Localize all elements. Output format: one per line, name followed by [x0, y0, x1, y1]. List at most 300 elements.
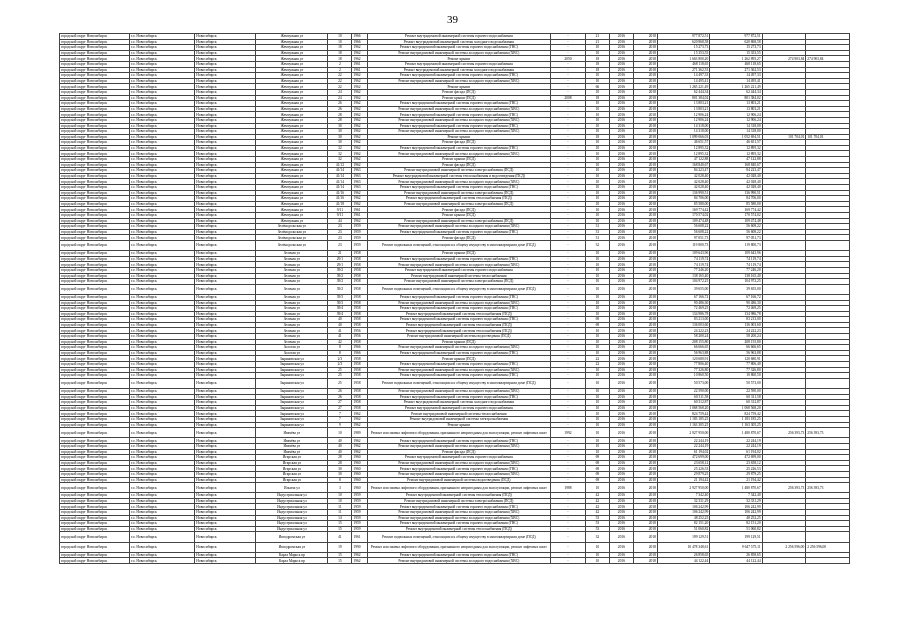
table-cell-district: городской округ Новосибирск — [60, 400, 130, 406]
table-cell-plan_year: 2018 — [633, 84, 657, 90]
table-cell-settlement: Новосибирск — [195, 56, 256, 62]
table-cell-cost: 56 963,88 — [657, 350, 709, 356]
table-cell-work_type: Ремонт крыши (ПСД) — [367, 339, 550, 345]
table-cell-street: Карла Маркса пр — [256, 552, 328, 558]
table-cell-municipality: г.о. Новосибирск — [129, 256, 194, 262]
table-cell-amount: - — [550, 73, 585, 79]
table-cell-district: городской округ Новосибирск — [60, 438, 130, 444]
table-cell-year: 1962 — [352, 552, 367, 558]
table-cell-house: 28 — [328, 112, 352, 118]
table-cell-cost_total: 56 608,22 — [710, 229, 762, 235]
table-cell-start_year: 2016 — [609, 416, 633, 422]
table-cell-cost_total: 22 244,19 — [710, 438, 762, 444]
table-cell-district: городской округ Новосибирск — [60, 196, 130, 202]
table-cell-municipality: г.о. Новосибирск — [129, 367, 194, 373]
table-cell-year: 1958 — [352, 273, 367, 279]
table-cell-street: Зыряновская ул — [256, 405, 328, 411]
table-cell-subsidy — [762, 558, 806, 564]
table-cell-street: Жемчужная ул — [256, 73, 328, 79]
table-cell-start_year: 2016 — [609, 162, 633, 168]
table-cell-start_year: 2016 — [609, 267, 633, 273]
table-cell-district: городской округ Новосибирск — [60, 224, 130, 230]
table-cell-start_year: 2016 — [609, 201, 633, 207]
table-cell-cost: 22 590,00 — [657, 389, 709, 395]
table-cell-cost_total: 13 803,21 — [710, 106, 762, 112]
table-cell-district: городской округ Новосибирск — [60, 428, 130, 438]
table-cell-plan_year: 2018 — [633, 311, 657, 317]
table-cell-settlement: Новосибирск — [195, 101, 256, 107]
table-cell-end_year: 31 — [585, 235, 609, 241]
table-cell-cost_total: 58 200,24 — [710, 334, 762, 340]
table-cell-municipality: г.о. Новосибирск — [129, 322, 194, 328]
table-cell-cost: 7 342,40 — [657, 493, 709, 499]
table-cell-street: Жемчужная ул — [256, 207, 328, 213]
table-cell-street: Зыряновская ул — [256, 362, 328, 368]
table-cell-settlement: Новосибирск — [195, 356, 256, 362]
table-cell-cost: 138 165,40 — [657, 273, 709, 279]
table-cell-start_year: 2016 — [609, 224, 633, 230]
table-cell-street: Зеленая ул — [256, 256, 328, 262]
table-cell-work_type: Ремонт внутридомовой инженерной системы теплоснабжения (ПСД) — [367, 322, 550, 328]
table-cell-street: Зыряновская ул — [256, 356, 328, 362]
table-cell-plan_year: 2018 — [633, 279, 657, 285]
table-cell-start_year: 2016 — [609, 61, 633, 67]
table-cell-start_year: 2016 — [609, 134, 633, 140]
table-cell-municipality: г.о. Новосибирск — [129, 67, 194, 73]
table-cell-work_type: Ремонт внутридомовой инженерной системы горячего водоснабжения — [367, 61, 550, 67]
table-cell-cost_total: 46 651,57 — [710, 140, 762, 146]
table-cell-municipality: г.о. Новосибирск — [129, 262, 194, 268]
table-cell-street: Зеленая ул — [256, 300, 328, 306]
table-cell-year: 1962 — [352, 422, 367, 428]
table-cell-house: 41 — [328, 334, 352, 340]
table-cell-settlement: Новосибирск — [195, 284, 256, 294]
table-cell-district: городской округ Новосибирск — [60, 201, 130, 207]
table-cell-start_year: 2016 — [609, 229, 633, 235]
table-cell-work_type: Ремонт внутридомовой инженерной системы холодного водоснабжения (ХВС) — [367, 262, 550, 268]
table-cell-cost_total: 14 318,00 — [710, 129, 762, 135]
table-cell-plan_year: 2018 — [633, 493, 657, 499]
table-cell-amount: - — [550, 112, 585, 118]
table-cell-end_year: 10 — [585, 267, 609, 273]
table-cell-cost: 134 986,78 — [657, 311, 709, 317]
table-cell-settlement: Новосибирск — [195, 300, 256, 306]
table-cell-end_year: 10 — [585, 117, 609, 123]
table-cell-year: 1961 — [352, 207, 367, 213]
table-cell-district: городской округ Новосибирск — [60, 300, 130, 306]
table-cell-street: Жемчужная ул — [256, 39, 328, 45]
table-cell-municipality: г.о. Новосибирск — [129, 471, 194, 477]
table-cell-amount: - — [550, 78, 585, 84]
table-cell-end_year: 18 — [585, 61, 609, 67]
table-cell-settlement: Новосибирск — [195, 151, 256, 157]
table-cell-start_year: 2016 — [609, 168, 633, 174]
table-cell-cost: 84 706,00 — [657, 196, 709, 202]
table-cell-year: 1962 — [352, 145, 367, 151]
table-cell-cost_total: 12 906,24 — [710, 117, 762, 123]
table-cell-work_type: Ремонт внутридомовой инженерной системы горячего водоснабжения (ГВС) — [367, 521, 550, 527]
table-cell-district: городской округ Новосибирск — [60, 279, 130, 285]
table-cell-cost: 472 699,00 — [657, 455, 709, 461]
table-cell-work_type: Ремонт подвальных помещений, относящихся к общему имуществу в многоквартирном доме (ПСД) — [367, 240, 550, 250]
table-cell-work_type: Ремонт внутридомовой инженерной системы горячего водоснабжения (ГВС) — [367, 45, 550, 51]
table-cell-amount: - — [550, 185, 585, 191]
table-cell-municipality: г.о. Новосибирск — [129, 168, 194, 174]
table-cell-cost_total: 170 574,02 — [710, 213, 762, 219]
table-cell-municipality: г.о. Новосибирск — [129, 521, 194, 527]
table-cell-municipality: г.о. Новосибирск — [129, 279, 194, 285]
table-cell-street: Зеленая ул — [256, 251, 328, 257]
table-cell-settlement: Новосибирск — [195, 552, 256, 558]
table-cell-amount: - — [550, 532, 585, 542]
table-cell-work_type: Ремонт внутридомовой инженерной системы горячего водоснабжения (ГВС) — [367, 123, 550, 129]
table-cell-end_year: 10 — [585, 378, 609, 388]
table-cell-district: городской округ Новосибирск — [60, 504, 130, 510]
table-cell-house: 3 — [328, 483, 352, 493]
table-cell-year: 1989 — [352, 428, 367, 438]
table-cell-work_type: Ремонт внутридомовой инженерной системы горячего водоснабжения — [367, 34, 550, 40]
table-cell-settlement: Новосибирск — [195, 50, 256, 56]
table-cell-house: 9 — [328, 422, 352, 428]
table-cell-plan_year: 2018 — [633, 235, 657, 241]
table-cell-end_year: 10 — [585, 190, 609, 196]
table-cell-municipality: г.о. Новосибирск — [129, 185, 194, 191]
table-cell-house: 15 — [328, 552, 352, 558]
table-cell-settlement: Новосибирск — [195, 483, 256, 493]
table-cell-amount: - — [550, 471, 585, 477]
table-cell-plan_year: 2018 — [633, 284, 657, 294]
table-cell-year: 1958 — [352, 405, 367, 411]
table-cell-start_year: 2016 — [609, 101, 633, 107]
table-cell-street: Зеленая ул — [256, 294, 328, 300]
table-cell-cost_total: 56 608,22 — [710, 224, 762, 230]
table-cell-work_type: Ремонт внутридомовой инженерной системы холодного водоснабжения — [367, 400, 550, 406]
table-cell-district: городской округ Новосибирск — [60, 34, 130, 40]
table-cell-settlement: Новосибирск — [195, 34, 256, 40]
table-cell-start_year: 2016 — [609, 185, 633, 191]
table-cell-house: 29/1 — [328, 256, 352, 262]
table-cell-end_year: 10 — [585, 311, 609, 317]
table-cell-end_year: 53 — [585, 515, 609, 521]
table-cell-end_year: 42 — [585, 498, 609, 504]
table-cell-street: Зыряновская ул — [256, 416, 328, 422]
table-cell-cost_total: 77 326,80 — [710, 367, 762, 373]
table-cell-settlement: Новосибирск — [195, 240, 256, 250]
table-row — [60, 542, 850, 552]
table-cell-cost: 22 244,19 — [657, 443, 709, 449]
table-cell-year: 1958 — [352, 322, 367, 328]
table-cell-year: 1966 — [352, 345, 367, 351]
table-cell-plan_year: 2018 — [633, 140, 657, 146]
table-cell-settlement: Новосибирск — [195, 345, 256, 351]
table-cell-municipality: г.о. Новосибирск — [129, 190, 194, 196]
table-cell-work_type: Ремонт внутридомовой инженерной системы холодного водоснабжения (ХВС) — [367, 117, 550, 123]
table-cell-cost_total: 97 051,73 — [710, 235, 762, 241]
table-cell-cost: 77 246,20 — [657, 267, 709, 273]
table-cell-work_type: Ремонт фасада (ПСД) — [367, 235, 550, 241]
table-cell-plan_year: 2018 — [633, 416, 657, 422]
table-cell-end_year: 10 — [585, 443, 609, 449]
table-cell-work_type: Ремонт фасада (ПСД) — [367, 89, 550, 95]
table-cell-cost_total: 21 194,42 — [710, 477, 762, 483]
table-cell-amount: - — [550, 140, 585, 146]
table-cell-settlement: Новосибирск — [195, 224, 256, 230]
table-cell-plan_year: 2018 — [633, 449, 657, 455]
table-cell-cost_total: 13 803,21 — [710, 101, 762, 107]
table-cell-end_year: 10 — [585, 273, 609, 279]
table-cell-cost: 25 226,53 — [657, 466, 709, 472]
table-cell-plan_year: 2018 — [633, 123, 657, 129]
table-cell-end_year: 10 — [585, 162, 609, 168]
table-cell-plan_year: 2018 — [633, 317, 657, 323]
table-cell-cost_total: 77 806,40 — [710, 362, 762, 368]
table-cell-plan_year: 2018 — [633, 240, 657, 250]
table-cell-year: 1962 — [352, 196, 367, 202]
table-cell-cost_total: 10 860,50 — [710, 373, 762, 379]
table-cell-house: 32 — [328, 151, 352, 157]
table-cell-start_year: 2016 — [609, 443, 633, 449]
table-cell-work_type: Ремонт внутридомовой инженерной системы горячего водоснабжения — [367, 455, 550, 461]
table-cell-amount: - — [550, 190, 585, 196]
table-cell-cost_total: 23 658,12 — [710, 460, 762, 466]
table-cell-amount: - — [550, 515, 585, 521]
table-cell-cost_total: 468 118,65 — [710, 61, 762, 67]
table-cell-settlement: Новосибирск — [195, 157, 256, 163]
table-cell-end_year: 10 — [585, 185, 609, 191]
table-cell-house: 2/3 — [328, 356, 352, 362]
table-cell-street: Жемчужная ул — [256, 106, 328, 112]
table-cell-end_year: 10 — [585, 201, 609, 207]
table-cell-district: городской округ Новосибирск — [60, 306, 130, 312]
table-cell-municipality: г.о. Новосибирск — [129, 123, 194, 129]
table-cell-house: 9/11 — [328, 213, 352, 219]
table-cell-cost_total: 22 590,00 — [710, 389, 762, 395]
table-cell-street: Ипподромская ул — [256, 532, 328, 542]
table-cell-street: Жемчужная ул — [256, 78, 328, 84]
table-cell-plan_year: 2018 — [633, 322, 657, 328]
table-cell-amount: - — [550, 134, 585, 140]
table-cell-municipality: г.о. Новосибирск — [129, 207, 194, 213]
table-cell-settlement: Новосибирск — [195, 455, 256, 461]
table-cell-year: 1962 — [352, 95, 367, 101]
table-cell-year: 1960 — [352, 460, 367, 466]
table-cell-settlement: Новосибирск — [195, 443, 256, 449]
table-cell-subsidy — [762, 240, 806, 250]
table-cell-cost_total: 138 165,40 — [710, 273, 762, 279]
table-cell-plan_year: 2018 — [633, 471, 657, 477]
table-cell-municipality: г.о. Новосибирск — [129, 240, 194, 250]
table-cell-district: городской округ Новосибирск — [60, 411, 130, 417]
table-cell-start_year: 2016 — [609, 207, 633, 213]
table-cell-settlement: Новосибирск — [195, 251, 256, 257]
table-cell-end_year: 10 — [585, 306, 609, 312]
table-cell-year: 1959 — [352, 510, 367, 516]
table-cell-end_year: 31 — [585, 229, 609, 235]
table-cell-plan_year: 2018 — [633, 224, 657, 230]
table-cell-house: 21 — [328, 251, 352, 257]
table-cell-street: Зелёнодольская ул — [256, 240, 328, 250]
table-cell-work_type: Ремонт внутридомовой инженерной системы горячего водоснабжения (ГВС) — [367, 101, 550, 107]
table-cell-municipality: г.о. Новосибирск — [129, 224, 194, 230]
table-cell-end_year: 10 — [585, 168, 609, 174]
table-cell-end_year: 10 — [585, 179, 609, 185]
table-cell-end_year: 10 — [585, 416, 609, 422]
table-cell-amount: - — [550, 224, 585, 230]
table-cell-district: городской округ Новосибирск — [60, 471, 130, 477]
table-cell-cost: 1 068 568,20 — [657, 405, 709, 411]
table-cell-house: 41 — [328, 532, 352, 542]
table-cell-municipality: г.о. Новосибирск — [129, 466, 194, 472]
table-cell-subsidy: 256 393,73 — [762, 428, 806, 438]
table-cell-cost: 62 444,34 — [657, 89, 709, 95]
table-cell-amount: - — [550, 235, 585, 241]
table-cell-municipality: г.о. Новосибирск — [129, 405, 194, 411]
table-cell-settlement: Новосибирск — [195, 134, 256, 140]
table-cell-street: Жемчужная ул — [256, 34, 328, 40]
table-cell-work_type: Ремонт внутридомовой инженерной системы холодного водоснабжения (ХВС) — [367, 515, 550, 521]
table-cell-settlement: Новосибирск — [195, 256, 256, 262]
table-cell-amount: - — [550, 449, 585, 455]
table-cell-settlement: Новосибирск — [195, 39, 256, 45]
table-cell-municipality: г.о. Новосибирск — [129, 394, 194, 400]
table-cell-cost_total: 66 666,65 — [710, 345, 762, 351]
table-cell-plan_year: 2018 — [633, 145, 657, 151]
table-cell-year: 1962 — [352, 50, 367, 56]
table-cell-municipality: г.о. Новосибирск — [129, 449, 194, 455]
table-cell-amount: - — [550, 284, 585, 294]
table-cell-house: 40 — [328, 322, 352, 328]
table-cell-amount: - — [550, 411, 585, 417]
table-cell-house: 28 — [328, 117, 352, 123]
table-cell-year: 1962 — [352, 56, 367, 62]
table-cell-start_year: 2016 — [609, 334, 633, 340]
table-cell-year: 1962 — [352, 134, 367, 140]
table-cell-start_year: 2016 — [609, 515, 633, 521]
table-cell-amount: - — [550, 279, 585, 285]
table-cell-cost: 48 252,25 — [657, 515, 709, 521]
table-cell-settlement: Новосибирск — [195, 84, 256, 90]
table-cell-cost: 58 200,24 — [657, 334, 709, 340]
table-cell-street: Жемчужная ул — [256, 157, 328, 163]
table-cell-cost_total: 199 129,51 — [710, 532, 762, 542]
table-cell-cost_total: 62 444,34 — [710, 89, 762, 95]
table-cell-municipality: г.о. Новосибирск — [129, 552, 194, 558]
table-cell-year: 1963 — [352, 185, 367, 191]
table-cell-end_year: 10 — [585, 78, 609, 84]
table-cell-start_year: 2016 — [609, 493, 633, 499]
table-cell-cost: 824 759,42 — [657, 411, 709, 417]
table-cell-cost: 12 906,24 — [657, 112, 709, 118]
table-cell-plan_year: 2018 — [633, 267, 657, 273]
table-cell-work_type: Ремонт внутридомовой инженерной системы холодного водоснабжения (ХВС) — [367, 443, 550, 449]
table-cell-year: 1961 — [352, 61, 367, 67]
table-cell-year: 1966 — [352, 350, 367, 356]
table-cell-start_year: 2016 — [609, 362, 633, 368]
table-cell-amount: - — [550, 145, 585, 151]
table-cell-settlement: Новосибирск — [195, 185, 256, 191]
table-cell-cost: 2 927 950,00 — [657, 483, 709, 493]
table-cell-municipality: г.о. Новосибирск — [129, 84, 194, 90]
table-cell-start_year: 2016 — [609, 273, 633, 279]
table-cell-work_type: Ремонт крыши — [367, 56, 550, 62]
table-cell-street: Жемчужная ул — [256, 140, 328, 146]
table-cell-plan_year: 2018 — [633, 356, 657, 362]
table-cell-year: 1962 — [352, 89, 367, 95]
table-cell-end_year: 10 — [585, 400, 609, 406]
table-cell-cost: 271 362,53 — [657, 67, 709, 73]
table-cell-year: 1958 — [352, 394, 367, 400]
table-cell-municipality: г.о. Новосибирск — [129, 428, 194, 438]
table-cell-start_year: 2016 — [609, 50, 633, 56]
table-cell-end_year: 42 — [585, 504, 609, 510]
table-cell-municipality: г.о. Новосибирск — [129, 235, 194, 241]
table-cell-settlement: Новосибирск — [195, 422, 256, 428]
table-cell-municipality: г.о. Новосибирск — [129, 498, 194, 504]
table-cell-cost_total: 134 986,78 — [710, 311, 762, 317]
table-cell-plan_year: 2018 — [633, 526, 657, 532]
table-cell-work_type: Ремонт внутридомовой инженерной системы горячего водоснабжения (ГВС) — [367, 350, 550, 356]
table-cell-district: городской округ Новосибирск — [60, 229, 130, 235]
table-cell-end_year: 42 — [585, 510, 609, 516]
table-cell-end_year: 10 — [585, 558, 609, 564]
table-cell-end_year: 10 — [585, 552, 609, 558]
table-cell-end_year: 10 — [585, 45, 609, 51]
table-cell-year: 1956 — [352, 328, 367, 334]
table-cell-end_year: 10 — [585, 350, 609, 356]
table-cell-settlement: Новосибирск — [195, 213, 256, 219]
table-cell-street: Ильича ул — [256, 483, 328, 493]
table-cell-subsidy: 274 903,84 — [762, 56, 806, 62]
table-cell-plan_year: 2018 — [633, 422, 657, 428]
table-cell-end_year: 10 — [585, 106, 609, 112]
table-cell-district: городской округ Новосибирск — [60, 190, 130, 196]
table-cell-work_type: Ремонт внутридомовой инженерной системы теплоснабжения (ПСД) — [367, 493, 550, 499]
table-cell-amount: - — [550, 405, 585, 411]
table-cell-cost_total: 39 655,00 — [710, 284, 762, 294]
table-cell-plan_year: 2018 — [633, 552, 657, 558]
table-cell-amount: 2008 — [550, 95, 585, 101]
table-cell-cost_total: 1 262 895,27 — [710, 56, 762, 62]
table-cell-cost_total: 472 699,00 — [710, 455, 762, 461]
table-cell-year: 1959 — [352, 240, 367, 250]
table-cell-plan_year: 2018 — [633, 466, 657, 472]
table-cell-municipality: г.о. Новосибирск — [129, 294, 194, 300]
table-cell-work_type: Ремонт внутридомовой инженерной системы электроснабжения (ПСД) — [367, 498, 550, 504]
table-cell-settlement: Новосибирск — [195, 493, 256, 499]
table-cell-subsidy: 256 393,73 — [762, 483, 806, 493]
table-cell-work_type: Ремонт фасада (ПСД) — [367, 449, 550, 455]
table-cell-district: городской округ Новосибирск — [60, 394, 130, 400]
table-cell-amount: - — [550, 373, 585, 379]
table-cell-amount: - — [550, 273, 585, 279]
table-cell-work_type: Ремонт внутридомовой инженерной системы горячего водоснабжения (ГВС) — [367, 438, 550, 444]
table-cell-cost: 15 353,55 — [657, 50, 709, 56]
table-cell-amount: - — [550, 61, 585, 67]
table-cell-settlement: Новосибирск — [195, 267, 256, 273]
table-cell-district: городской округ Новосибирск — [60, 317, 130, 323]
table-cell-amount: - — [550, 552, 585, 558]
table-cell-cost_total: 67 166,72 — [710, 294, 762, 300]
table-cell-plan_year: 2018 — [633, 262, 657, 268]
table-cell-district: городской округ Новосибирск — [60, 50, 130, 56]
table-cell-street: Жемчужная ул — [256, 168, 328, 174]
table-cell-year: 1962 — [352, 157, 367, 163]
table-row — [60, 532, 850, 542]
table-cell-municipality: г.о. Новосибирск — [129, 78, 194, 84]
table-cell-cost_total: 109 643,96 — [710, 251, 762, 257]
table-cell-cost_total: 106 242,99 — [710, 510, 762, 516]
table-cell-district: городской округ Новосибирск — [60, 179, 130, 185]
